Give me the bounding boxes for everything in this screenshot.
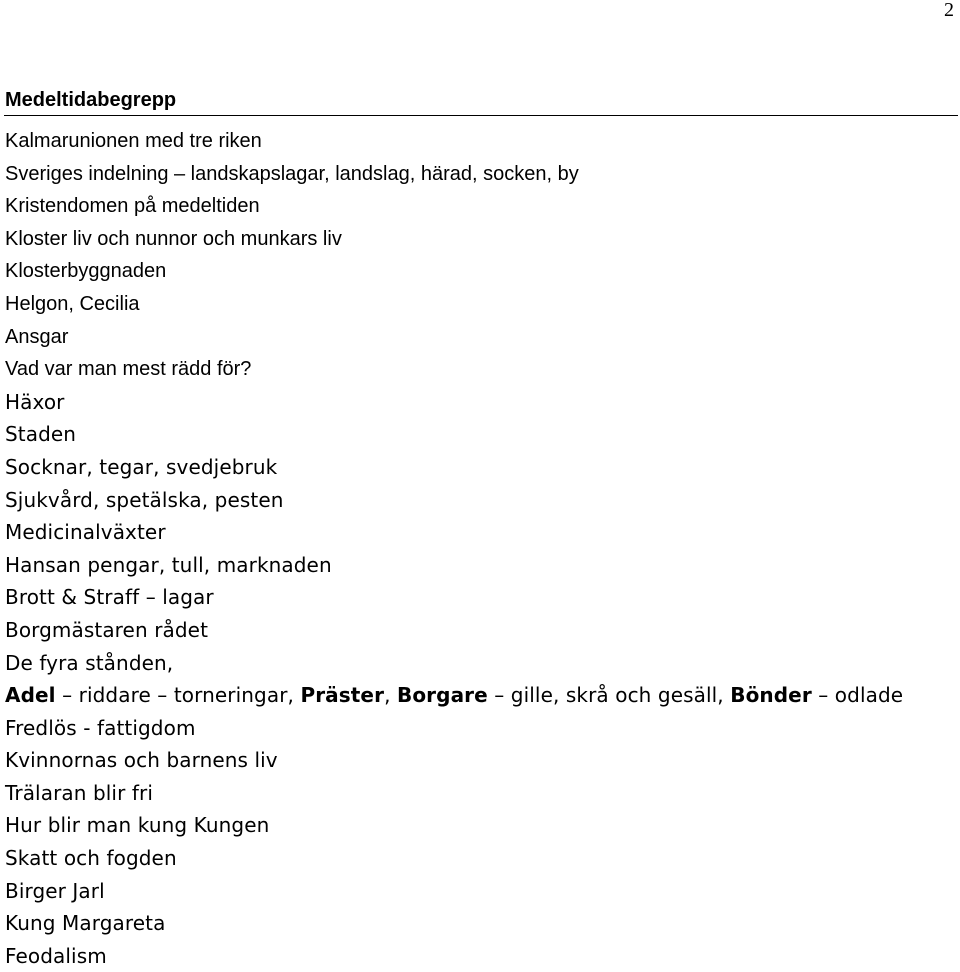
document-heading: Medeltidabegrepp xyxy=(5,89,177,111)
list-item: Kvinnornas och barnens liv xyxy=(5,748,278,773)
list-item: Brott & Straff – lagar xyxy=(5,585,214,610)
list-item: Sveriges indelning – landskapslagar, landslag, härad, socken, by xyxy=(5,162,579,185)
list-item: Ansgar xyxy=(5,325,69,348)
list-item: Sjukvård, spetälska, pesten xyxy=(5,487,284,512)
list-item: Helgon, Cecilia xyxy=(5,292,140,315)
estate-borgare: Borgare xyxy=(397,683,488,708)
list-item: Hansan pengar, tull, marknaden xyxy=(5,552,332,577)
estate-bonder: Bönder xyxy=(730,683,812,708)
list-item: Kloster liv och nunnor och munkars liv xyxy=(5,227,342,250)
list-item: Kung Margareta xyxy=(5,911,166,936)
heading-divider xyxy=(4,115,958,116)
estate-adel: Adel xyxy=(5,683,56,708)
list-item: Kristendomen på medeltiden xyxy=(5,195,260,218)
list-item: Trälaran blir fri xyxy=(5,780,153,805)
list-item: Vad var man mest rädd för? xyxy=(5,358,252,381)
estates-list-item xyxy=(5,679,903,712)
list-item: Fredlös - fattigdom xyxy=(5,715,196,740)
list-item: Skatt och fogden xyxy=(5,846,177,871)
list-item: Klosterbyggnaden xyxy=(5,260,167,283)
estate-praster: Präster xyxy=(300,683,385,708)
estate-separator: , xyxy=(384,683,397,708)
list-item: Borgmästaren rådet xyxy=(5,617,209,642)
concept-list xyxy=(5,125,903,972)
estate-borgare-description: – gille, skrå och gesäll, xyxy=(487,683,731,708)
estate-adel-description: – riddare – torneringar, xyxy=(55,683,301,708)
estate-bonder-description: – odlade xyxy=(811,683,904,708)
list-item: Hur blir man kung Kungen xyxy=(5,813,270,838)
list-item: De fyra stånden, xyxy=(5,650,174,675)
list-item: Socknar, tegar, svedjebruk xyxy=(5,454,278,479)
list-item: Feodalism xyxy=(5,943,107,968)
list-item: Kalmarunionen med tre riken xyxy=(5,130,262,152)
list-item: Birger Jarl xyxy=(5,878,105,903)
page-number: 2 xyxy=(944,0,954,21)
list-item: Medicinalväxter xyxy=(5,520,166,545)
list-item: Häxor xyxy=(5,389,65,414)
list-item: Staden xyxy=(5,422,77,447)
